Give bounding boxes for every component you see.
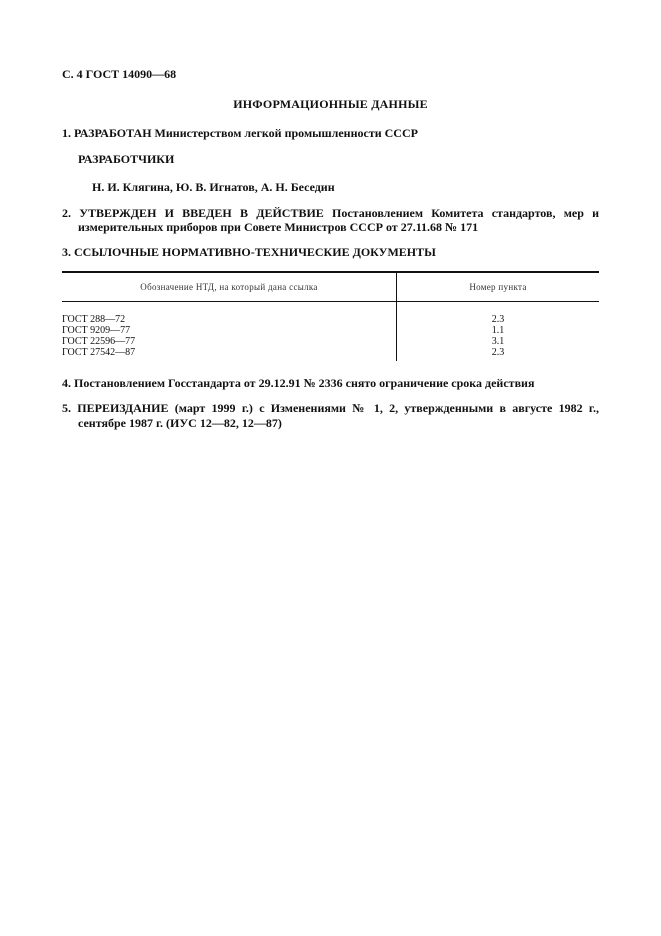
item-restriction-removed: 4. Постановлением Госстандарта от 29.12.91 № 2336 снято ограничение срока действия [62,376,535,390]
item-reissue [62,401,599,431]
table-row [62,325,599,336]
cell-point: 2.3 [491,347,505,358]
cell-ntd: ГОСТ 288—72 [62,302,397,326]
table-header-row [62,272,599,302]
item-approved-line2: измерительных приборов при Совете Министров СССР от 27.11.68 № 171 [78,220,479,234]
item-reference-docs: 3. ССЫЛОЧНЫЕ НОРМАТИВНО-ТЕХНИЧЕСКИЕ ДОКУМЕНТЫ [62,245,436,259]
item-approved [62,206,599,234]
item-reissue-line1: 5. ПЕРЕИЗДАНИЕ (март 1999 г.) с Изменениями № 1, 2, утвержденными в августе 1982 г., [62,401,599,415]
section-title: ИНФОРМАЦИОННЫЕ ДАННЫЕ [233,97,428,111]
header-point: Номер пункта [397,272,600,302]
cell-ntd: ГОСТ 9209—77 [62,325,397,336]
cell-point: 1.1 [491,325,505,336]
table-row [62,336,599,347]
item-developed-by: 1. РАЗРАБОТАН Министерством легкой промышленности СССР [62,126,418,140]
cell-point: 3.1 [491,336,505,347]
table-row [62,302,599,326]
table-row [62,347,599,361]
reference-table [62,271,599,361]
developers-heading: РАЗРАБОТЧИКИ [78,152,175,166]
cell-point: 2.3 [491,314,505,325]
item-approved-line1: 2. УТВЕРЖДЕН И ВВЕДЕН В ДЕЙСТВИЕ Постановлением Комитета стандартов, мер и [62,206,599,220]
header-ntd: Обозначение НТД, на который дана ссылка [62,272,397,302]
cell-ntd: ГОСТ 27542—87 [62,347,397,361]
cell-ntd: ГОСТ 22596—77 [62,336,397,347]
page-header: С. 4 ГОСТ 14090—68 [62,67,177,81]
developers-names: Н. И. Клягина, Ю. В. Игнатов, А. Н. Беседин [92,180,335,194]
item-reissue-line2: сентябре 1987 г. (ИУС 12—82, 12—87) [78,416,282,430]
